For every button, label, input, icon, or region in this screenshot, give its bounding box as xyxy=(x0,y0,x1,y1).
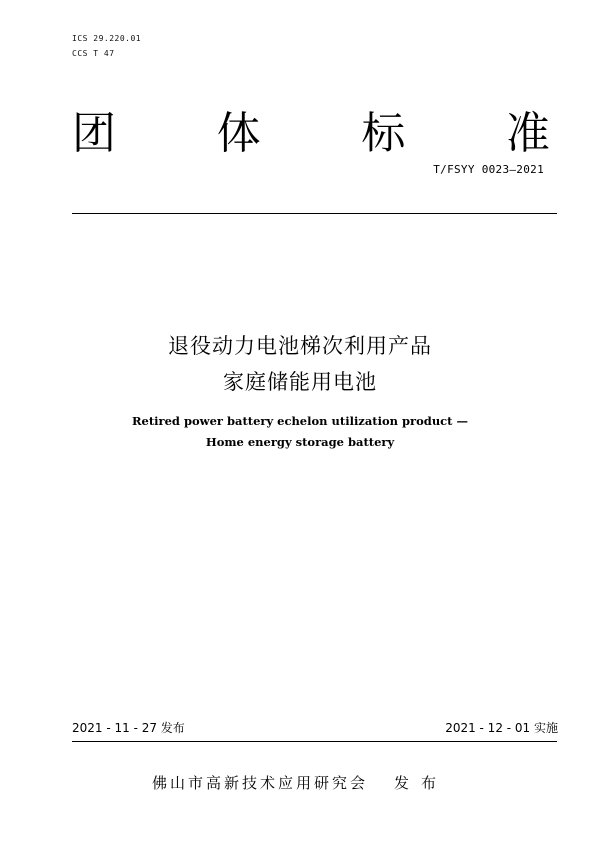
classification-codes xyxy=(72,31,141,61)
title-char-2: 体 xyxy=(216,108,261,159)
issue-label: 发布 xyxy=(394,774,449,792)
issuing-organization-line xyxy=(0,772,600,793)
chinese-title-line-2: 家庭储能用电池 xyxy=(223,370,377,394)
english-title-line-2: Home energy storage battery xyxy=(205,435,395,449)
title-char-3: 标 xyxy=(361,108,406,159)
title-char-4: 准 xyxy=(505,108,550,159)
bottom-divider xyxy=(72,741,557,742)
publish-date: 2021 - 11 - 27 发布 xyxy=(72,721,185,735)
ccs-code: CCS T 47 xyxy=(72,49,115,58)
effective-date: 2021 - 12 - 01 实施 xyxy=(445,721,558,735)
issuing-organization: 佛山市高新技术应用研究会 xyxy=(151,774,368,792)
document-type-title xyxy=(72,106,550,162)
chinese-title-line-1: 退役动力电池梯次利用产品 xyxy=(168,334,432,358)
top-divider xyxy=(72,213,557,214)
title-char-1: 团 xyxy=(72,108,116,159)
standard-number: T/FSYY 0023—2021 xyxy=(433,163,544,176)
ics-code: ICS 29.220.01 xyxy=(72,34,142,43)
english-title-line-1: Retired power battery echelon utilization product — xyxy=(131,414,468,428)
